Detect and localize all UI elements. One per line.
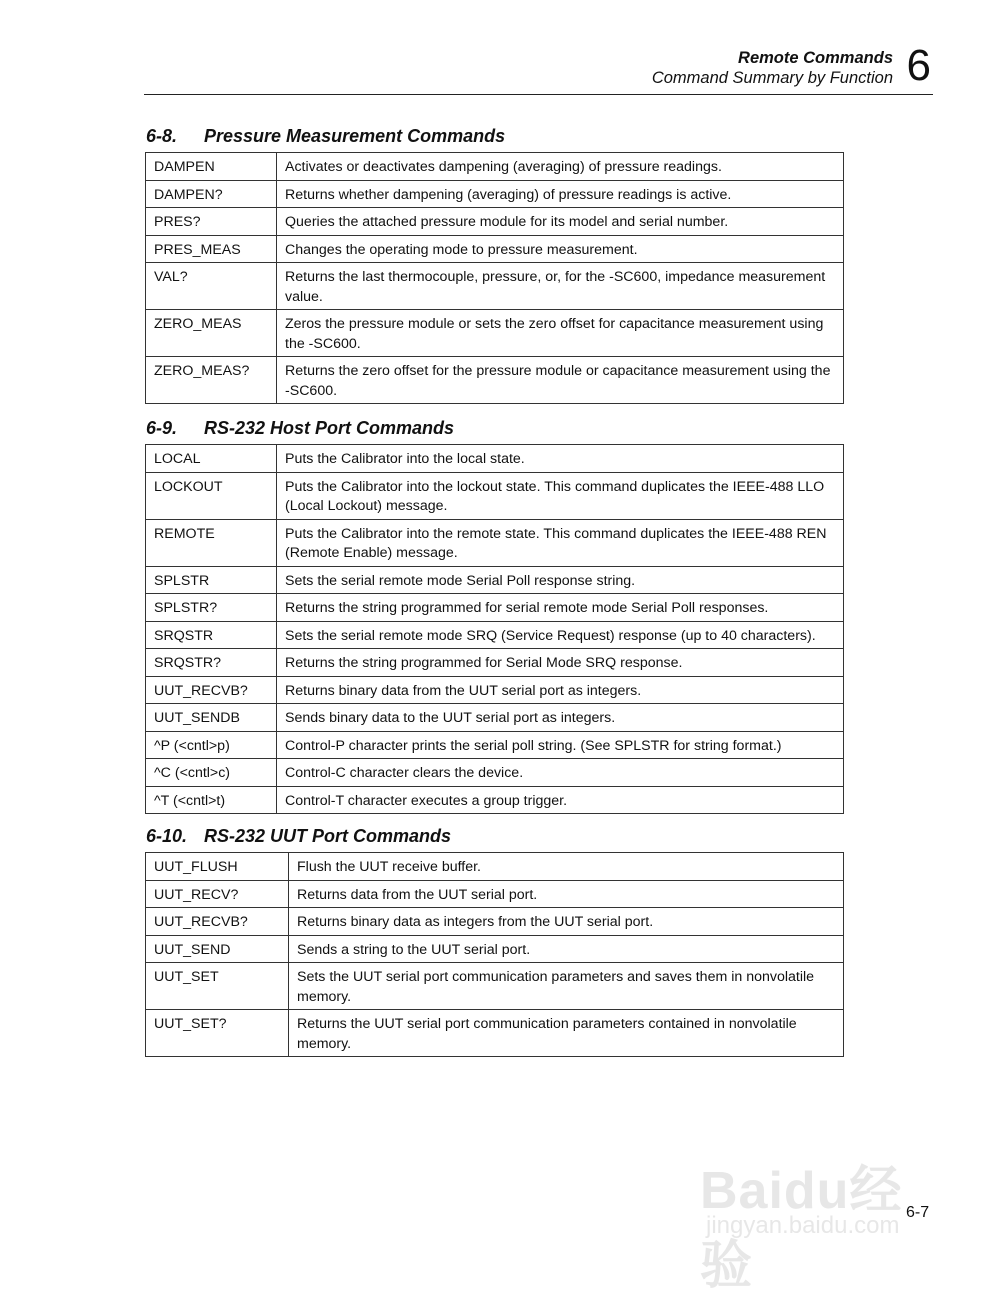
description-cell: Returns the last thermocouple, pressure, or, for the -SC600, impedance measurement value. xyxy=(277,263,844,310)
table-row xyxy=(146,235,844,263)
table-row xyxy=(146,357,844,404)
section-number: 6-10. xyxy=(146,826,188,846)
table-row xyxy=(146,1010,844,1057)
command-cell: UUT_SENDB xyxy=(146,704,277,732)
command-cell: ^P (<cntl>p) xyxy=(146,731,277,759)
host-port-commands-table xyxy=(145,444,844,814)
table-row xyxy=(146,519,844,566)
command-cell: LOCKOUT xyxy=(146,472,277,519)
watermark-url: jingyan.baidu.com xyxy=(706,1212,900,1239)
table-row xyxy=(146,208,844,236)
command-cell: VAL? xyxy=(146,263,277,310)
command-cell: SPLSTR? xyxy=(146,594,277,622)
command-cell: PRES? xyxy=(146,208,277,236)
description-cell: Zeros the pressure module or sets the zero offset for capacitance measurement using the -SC600. xyxy=(277,310,844,357)
table-row xyxy=(146,676,844,704)
table-row xyxy=(146,263,844,310)
command-cell: SPLSTR xyxy=(146,566,277,594)
command-cell: SRQSTR xyxy=(146,621,277,649)
table-row xyxy=(146,594,844,622)
table-row xyxy=(146,621,844,649)
description-cell: Returns binary data as integers from the UUT serial port. xyxy=(289,908,844,936)
description-cell: Returns the string programmed for Serial Mode SRQ response. xyxy=(277,649,844,677)
description-cell: Sends binary data to the UUT serial port as integers. xyxy=(277,704,844,732)
command-cell: ZERO_MEAS xyxy=(146,310,277,357)
section-heading-6-10 xyxy=(146,826,451,847)
section-title: RS-232 Host Port Commands xyxy=(204,418,455,438)
table-row xyxy=(146,935,844,963)
watermark-brand: Baidu经验 xyxy=(700,1162,903,1295)
description-cell: Returns binary data from the UUT serial port as integers. xyxy=(277,676,844,704)
section-heading-6-8 xyxy=(146,126,505,147)
description-cell: Queries the attached pressure module for its model and serial number. xyxy=(277,208,844,236)
command-cell: ^T (<cntl>t) xyxy=(146,786,277,814)
command-cell: UUT_FLUSH xyxy=(146,853,289,881)
section-number: 6-8. xyxy=(146,126,178,146)
page-header xyxy=(144,41,933,95)
table-row xyxy=(146,310,844,357)
header-titles xyxy=(652,48,893,88)
command-cell: ZERO_MEAS? xyxy=(146,357,277,404)
description-cell: Activates or deactivates dampening (averaging) of pressure readings. xyxy=(277,153,844,181)
description-cell: Sets the serial remote mode Serial Poll response string. xyxy=(277,566,844,594)
command-cell: UUT_RECVB? xyxy=(146,676,277,704)
description-cell: Control-T character executes a group trigger. xyxy=(277,786,844,814)
command-cell: UUT_SET? xyxy=(146,1010,289,1057)
description-cell: Flush the UUT receive buffer. xyxy=(289,853,844,881)
description-cell: Returns data from the UUT serial port. xyxy=(289,880,844,908)
section-subtitle: Command Summary by Function xyxy=(651,69,893,87)
command-cell: UUT_SET xyxy=(146,963,289,1010)
section-heading-6-9 xyxy=(146,418,454,439)
pressure-commands-table xyxy=(145,152,844,404)
command-cell: UUT_SEND xyxy=(146,935,289,963)
table-row xyxy=(146,566,844,594)
table-row xyxy=(146,853,844,881)
description-cell: Returns the zero offset for the pressure module or capacitance measurement using the -SC600. xyxy=(277,357,844,404)
table-row xyxy=(146,786,844,814)
description-cell: Puts the Calibrator into the local state. xyxy=(277,445,844,473)
description-cell: Sets the UUT serial port communication parameters and saves them in nonvolatile memory. xyxy=(289,963,844,1010)
section-number: 6-9. xyxy=(146,418,178,438)
section-title: Pressure Measurement Commands xyxy=(204,126,506,146)
description-cell: Returns whether dampening (averaging) of pressure readings is active. xyxy=(277,180,844,208)
command-cell: DAMPEN xyxy=(146,153,277,181)
page-number: 6-7 xyxy=(906,1204,930,1221)
command-cell: UUT_RECVB? xyxy=(146,908,289,936)
description-cell: Puts the Calibrator into the remote state. This command duplicates the IEEE-488 REN (Remote Enable) message. xyxy=(277,519,844,566)
section-title: RS-232 UUT Port Commands xyxy=(204,826,452,846)
command-cell: DAMPEN? xyxy=(146,180,277,208)
table-row xyxy=(146,472,844,519)
description-cell: Changes the operating mode to pressure measurement. xyxy=(277,235,844,263)
table-row xyxy=(146,153,844,181)
command-cell: LOCAL xyxy=(146,445,277,473)
command-cell: ^C (<cntl>c) xyxy=(146,759,277,787)
command-cell: PRES_MEAS xyxy=(146,235,277,263)
chapter-number: 6 xyxy=(906,41,931,90)
table-row xyxy=(146,759,844,787)
description-cell: Control-P character prints the serial poll string. (See SPLSTR for string format.) xyxy=(277,731,844,759)
table-row xyxy=(146,180,844,208)
command-cell: REMOTE xyxy=(146,519,277,566)
command-cell: SRQSTR? xyxy=(146,649,277,677)
table-row xyxy=(146,649,844,677)
description-cell: Sends a string to the UUT serial port. xyxy=(289,935,844,963)
description-cell: Control-C character clears the device. xyxy=(277,759,844,787)
table-row xyxy=(146,445,844,473)
description-cell: Returns the string programmed for serial remote mode Serial Poll responses. xyxy=(277,594,844,622)
baidu-watermark xyxy=(700,1130,940,1295)
description-cell: Sets the serial remote mode SRQ (Service Request) response (up to 40 characters). xyxy=(277,621,844,649)
table-row xyxy=(146,731,844,759)
table-row xyxy=(146,963,844,1010)
table-row xyxy=(146,908,844,936)
table-row xyxy=(146,880,844,908)
description-cell: Returns the UUT serial port communication parameters contained in nonvolatile memory. xyxy=(289,1010,844,1057)
uut-port-commands-table xyxy=(145,852,844,1057)
table-row xyxy=(146,704,844,732)
chapter-title: Remote Commands xyxy=(738,49,893,67)
command-cell: UUT_RECV? xyxy=(146,880,289,908)
description-cell: Puts the Calibrator into the lockout state. This command duplicates the IEEE-488 LLO (Local Lockout) message. xyxy=(277,472,844,519)
